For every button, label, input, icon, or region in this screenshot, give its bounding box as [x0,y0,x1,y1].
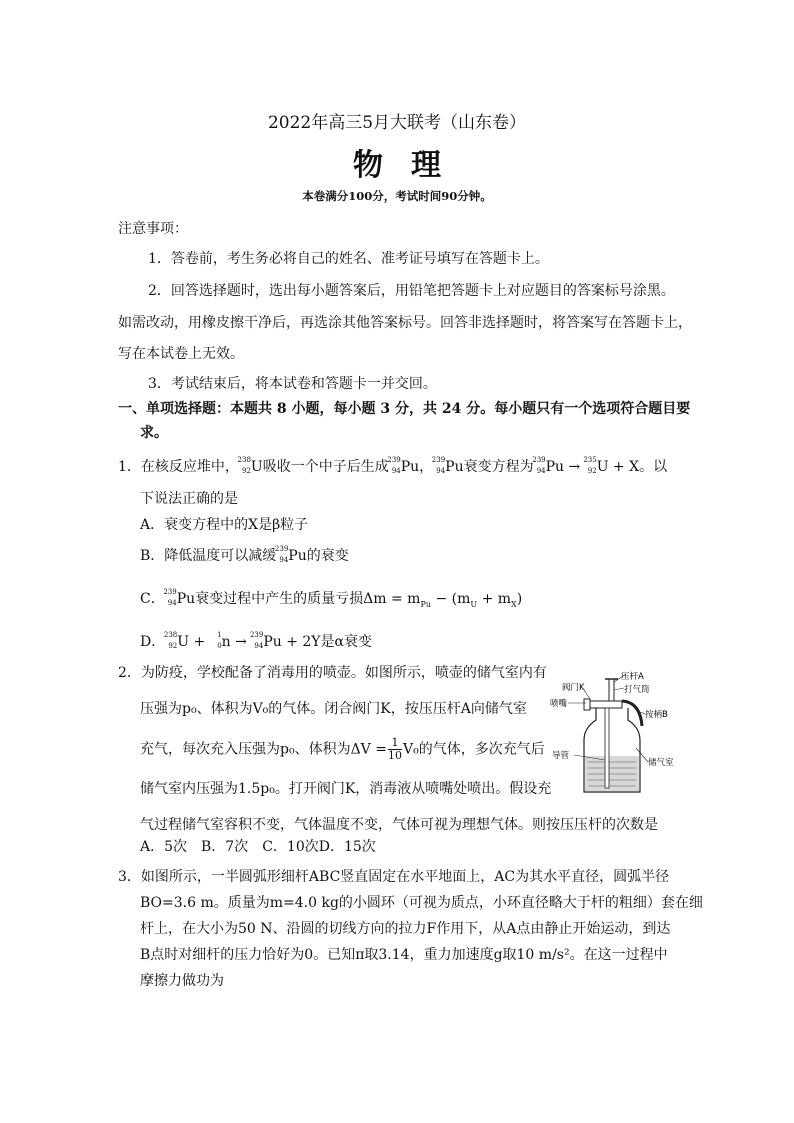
score-info: 本卷满分100分，考试时间90分钟。 [302,189,492,203]
question-3-stem-line-3: 杆上，在大小为50 N、沿圆的切线方向的拉力F作用下，从A点由静止开始运动，到达 [140,921,671,937]
bottle-head [588,701,622,708]
nuclide-prefix: 238 92 [163,631,178,650]
q1-optc-text-4: ) [516,591,523,607]
nuclide-prefix: 239 94 [532,456,546,475]
question-3-stem-line-1 [118,867,669,887]
section-1-heading-line-2: 求。 [140,425,168,441]
question-1-option-d [140,632,372,652]
subject-title: 物理 [353,148,469,183]
q1-text-6: U + X。以 [596,459,668,475]
q1-optc-text-3: + m [477,591,512,607]
q1-optd-text-1: U + [177,634,210,650]
handle-b [622,701,642,726]
subscript: Pu [420,599,431,609]
pump-cylinder [609,679,614,701]
question-2-stem-line-1 [118,663,547,683]
question-1-option-b [140,546,349,566]
label-valve: 阀门K [562,683,585,693]
label-chamber: 储气室 [648,758,674,768]
question-2-stem-line-5: 气过程储气室容积不变，气体温度不变，气体可视为理想气体。则按压压杆的次数是 [140,817,658,833]
nuclide-prefix: 238 92 [237,456,251,475]
q1-optb-text-1: B．降低温度可以减缓 [140,548,277,564]
notes-item-2-line-3: 写在本试卷上无效。 [118,346,244,362]
leader-line [584,690,590,699]
valve-k [584,699,590,710]
q2-text-3b: V₀的气体，多次充气后 [402,741,545,758]
nuclide-prefix: 239 94 [249,631,264,650]
subscript: U [470,599,478,609]
q1-text-5: Pu → [545,459,585,475]
fraction: $\frac{1}{10}$ [387,736,402,762]
q1-optc-text-1: Pu衰变过程中产生的质量亏损Δm = m [176,591,421,607]
nuclide-prefix: 239 94 [431,456,446,475]
q1-optd-text-3: Pu + 2Y是α衰变 [263,634,372,650]
nuclide-prefix: 239 94 [387,456,401,475]
q1-optb-text-2: Pu的衰变 [288,548,349,564]
q1-text-1: 在核反应堆中， [140,459,239,475]
q1-optd-label: D． [140,634,166,650]
label-pump: 打气筒 [624,685,650,695]
notes-item-3: 3．考试结束后，将本试卷和答题卡一并交回。 [148,376,437,392]
inner-tube [605,708,609,788]
question-1-option-c [140,589,522,615]
label-nozzle: 喷嘴 [550,699,568,709]
q1-optd-text-2: n → [221,634,252,650]
q1-text-2: U吸收一个中子后生成 [250,459,389,475]
question-3-number: 3． [118,869,141,885]
label-tube: 导管 [552,751,570,761]
leader-line [614,688,624,690]
question-3-stem-line-2: BO=3.6 m。质量为m=4.0 kg的小圆环（可视为质点，小环直径略大于杆的粗细）套在细 [140,895,703,911]
q1-optc-text-2: − (m [431,591,471,607]
question-1-option-a: A．衰变方程中的X是β粒子 [140,517,309,533]
question-2-stem-line-3 [140,737,545,762]
spray-bottle-figure [548,668,683,798]
q1-optc-label: C． [140,591,165,607]
notes-item-2-line-2: 如需改动，用橡皮擦干净后，再选涂其他答案标号。回答非选择题时，将答案写在答题卡上， [118,315,692,331]
question-3-stem-line-5: 摩擦力做功为 [140,973,224,989]
question-3-stem-line-4: B点时对细杆的压力恰好为0。已知π取3.14，重力加速度g取10 m/s²。在这一过程中 [140,947,668,963]
question-2-stem-line-4: 储气室内压强为1.5p₀。打开阀门K，消毒液从喷嘴处喷出。假设充 [140,781,552,797]
q3-text-1: 如图所示，一半圆弧形细杆ABC竖直固定在水平地面上，AC为其水平直径，圆弧半径 [140,869,670,885]
label-handle: 按柄B [645,710,668,720]
question-2-options: A．5次 B．7次 C．10次D．15次 [140,839,376,855]
question-2-number: 2． [118,665,141,681]
exam-title: 2022年高三5月大联考（山东卷） [267,113,527,133]
nuclide-prefix: 235 92 [583,456,597,475]
q2-text-3a: 充气，每次充入压强为p₀、体积为ΔV = [140,741,387,758]
q1-text-4: Pu衰变方程为 [445,459,534,475]
label-pressure-rod: 压杆A [621,672,644,682]
section-1-heading-line-1: 一、单项选择题：本题共 8 小题，每小题 3 分，共 24 分。每小题只有一个选项符合题目要 [118,401,691,417]
question-1-number: 1． [118,459,141,475]
question-2-stem-line-2: 压强为p₀、体积为V₀的气体。闭合阀门K，按压压杆A向储气室 [140,701,527,717]
q1-text-3: Pu， [400,459,434,475]
notes-item-1: 1．答卷前，考生务必将自己的姓名、准考证号填写在答题卡上。 [148,251,549,267]
question-1-stem-line-1 [118,457,667,477]
nuclide-prefix: 239 94 [163,588,177,607]
q2-text-1: 为防疫，学校配备了消毒用的喷壶。如图所示，喷壶的储气室内有 [140,665,547,681]
nuclide-prefix: 239 94 [274,545,289,564]
notes-item-2-line-1: 2．回答选择题时，选出每小题答案后，用铅笔把答题卡上对应题目的答案标号涂黑。 [148,283,675,299]
subscript: X [511,599,517,609]
nuclide-prefix: 1 0 [217,631,222,650]
question-1-stem-line-2: 下说法正确的是 [140,491,238,507]
notes-heading: 注意事项： [118,221,188,237]
